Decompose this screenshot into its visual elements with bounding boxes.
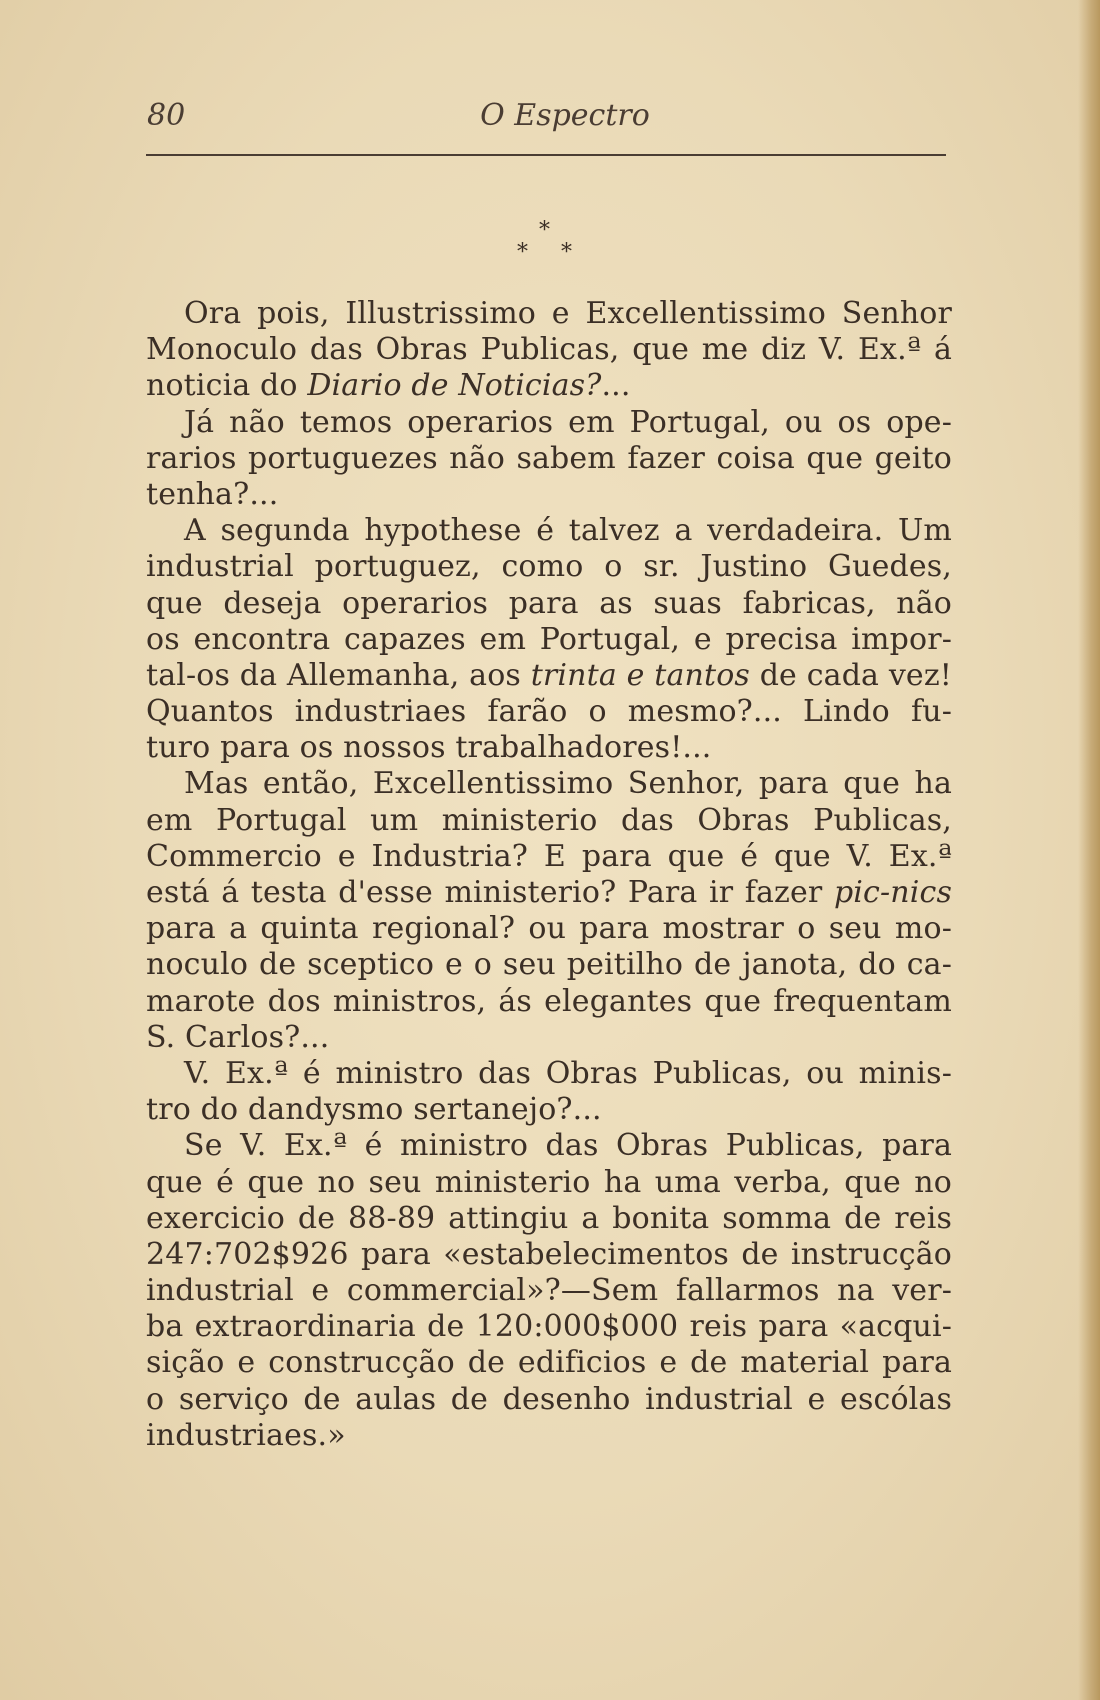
text-segment: que é que no seu ministerio ha uma verba, que no — [146, 1164, 952, 1200]
text-segment: Já não temos operarios em Portugal, ou os ope- — [184, 404, 952, 440]
text-line — [146, 1128, 952, 1164]
text-line — [146, 1309, 952, 1345]
text-segment: noticia do — [146, 368, 308, 404]
text-segment: está á testa d'esse ministerio? Para ir fazer — [146, 875, 834, 910]
text-segment: tenha?... — [146, 476, 279, 512]
text-line — [146, 586, 952, 622]
text-line — [146, 730, 952, 766]
text-line — [146, 332, 952, 368]
text-segment: o serviço de aulas de desenho industrial e escólas — [146, 1381, 952, 1417]
text-line — [146, 658, 952, 694]
text-line — [146, 1345, 952, 1381]
text-line — [146, 513, 952, 549]
text-segment: os encontra capazes em Portugal, e precisa impor- — [146, 621, 952, 657]
text-line — [146, 1165, 952, 1201]
italic-text: pic-nics — [833, 875, 952, 910]
text-line — [146, 1382, 952, 1418]
text-line — [146, 947, 952, 983]
text-line — [146, 1201, 952, 1237]
text-segment: Se V. Ex.ª é ministro das Obras Publicas, para — [184, 1128, 952, 1164]
text-line — [146, 405, 952, 441]
asterisk-left: * — [517, 240, 528, 265]
text-line — [146, 549, 952, 585]
text-segment: para a quinta regional? ou para mostrar o seu mo- — [146, 911, 952, 947]
text-line — [146, 875, 952, 911]
text-segment: sição e construcção de edificios e de material para — [146, 1345, 952, 1381]
text-segment: tal-os da Allemanha, aos — [146, 657, 531, 693]
page-number: 80 — [147, 98, 186, 133]
text-line — [146, 477, 952, 513]
text-segment: ba extraordinaria de 120:000$000 reis para «acqui- — [146, 1309, 952, 1345]
running-title: O Espectro — [480, 98, 650, 133]
text-segment: Mas então, Excellentissimo Senhor, para que ha — [184, 766, 952, 802]
text-segment: marote dos ministros, ás elegantes que frequentam — [146, 983, 952, 1019]
text-line — [146, 1020, 952, 1056]
text-segment: Commercio e Industria? E para que é que V. Ex.ª — [146, 838, 952, 874]
text-segment: rarios portuguezes não sabem fazer coisa que geito — [146, 440, 952, 476]
text-line — [146, 1418, 952, 1454]
text-segment: de cada vez! — [749, 657, 952, 693]
italic-text: trinta e tantos — [530, 657, 750, 693]
text-line — [146, 296, 952, 332]
text-line — [146, 441, 952, 477]
text-segment: em Portugal um ministerio das Obras Publicas, — [146, 802, 952, 838]
text-line — [146, 1056, 952, 1092]
page-edge — [1078, 0, 1100, 1700]
header-rule — [146, 154, 946, 156]
text-line — [146, 1273, 952, 1309]
text-line — [146, 622, 952, 658]
text-line — [146, 911, 952, 947]
text-segment: Quantos industriaes farão o mesmo?... Lindo fu- — [146, 694, 952, 730]
text-segment: industrial portuguez, como o sr. Justino Guedes, — [146, 549, 952, 585]
text-line — [146, 766, 952, 802]
text-line — [146, 803, 952, 839]
text-segment: Monoculo das Obras Publicas, que me diz V. Ex.ª á — [146, 332, 952, 368]
text-segment: exercicio de 88-89 attingiu a bonita somma de reis — [146, 1200, 952, 1236]
text-line — [146, 1237, 952, 1273]
body-text — [146, 296, 952, 1454]
text-segment: 247:702$926 para «estabelecimentos de instrucção — [146, 1236, 952, 1272]
text-line — [146, 1092, 952, 1128]
text-segment: industriaes.» — [146, 1417, 346, 1453]
text-line — [146, 984, 952, 1020]
italic-text: Diario de Noticias? — [307, 368, 602, 404]
asterisk-right: * — [561, 240, 572, 265]
text-segment: tro do dandysmo sertanejo?... — [146, 1092, 602, 1128]
asterisk-top: * — [539, 218, 550, 243]
text-line — [146, 839, 952, 875]
text-line — [146, 694, 952, 730]
text-segment: ... — [601, 368, 631, 404]
text-segment: noculo de sceptico e o seu peitilho de janota, do ca- — [146, 947, 952, 983]
text-segment: A segunda hypothese é talvez a verdadeira. Um — [184, 513, 952, 549]
text-segment: industrial e commercial»?—Sem fallarmos na ver- — [146, 1273, 952, 1309]
text-segment: Ora pois, Illustrissimo e Excellentissimo Senhor — [184, 296, 952, 331]
page-header — [145, 98, 945, 138]
text-segment: turo para os nossos trabalhadores!... — [146, 730, 712, 766]
text-segment: S. Carlos?... — [146, 1019, 330, 1055]
text-segment: V. Ex.ª é ministro das Obras Publicas, ou minis- — [184, 1055, 952, 1091]
text-line — [146, 368, 952, 404]
text-segment: que deseja operarios para as suas fabricas, não — [146, 585, 952, 621]
asterism — [505, 218, 575, 268]
